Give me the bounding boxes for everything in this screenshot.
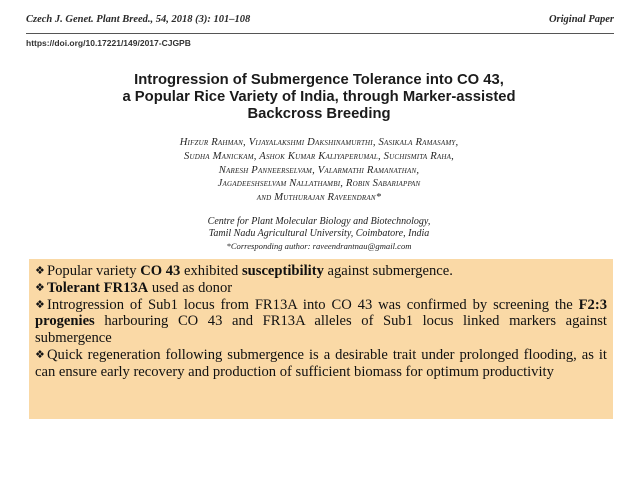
summary-box bbox=[29, 259, 613, 419]
title-line: Introgression of Submergence Tolerance into CO 43, bbox=[134, 72, 504, 88]
author-line: Sudha Manickam, Ashok Kumar Kaliyaperumal, Suchismita Raha, bbox=[184, 150, 454, 162]
author-line: and Muthurajan Raveendran* bbox=[256, 192, 382, 204]
paper-header bbox=[26, 10, 614, 28]
summary-bullet: ❖ Popular variety CO 43 exhibited susceptibility against submergence. bbox=[35, 263, 453, 279]
corresponding-author: *Corresponding author: raveendrantnau@gmail.com bbox=[226, 241, 412, 251]
header-divider bbox=[26, 33, 614, 34]
author-list bbox=[20, 136, 618, 205]
summary-bullet: ❖ Quick regeneration following submergence is a desirable trait under prolonged flooding, as it can ensure early recovery and production of sufficient biomass for optimum productivity bbox=[35, 346, 607, 380]
diamond-bullet-icon: ❖ bbox=[35, 347, 45, 361]
summary-bullet: ❖ Tolerant FR13A used as donor bbox=[35, 279, 233, 296]
author-line: Jagadeeshselvam Nallathambi, Robin Sabariappan bbox=[217, 178, 421, 190]
affiliation-line: Tamil Nadu Agricultural University, Coimbatore, India bbox=[208, 228, 430, 239]
diamond-bullet-icon: ❖ bbox=[35, 297, 45, 311]
summary-bullet: ❖ Introgression of Sub1 locus from FR13A into CO 43 was confirmed by screening the F2:3 progenies harbouring CO 43 and FR13A alleles of Sub1 locus linked markers against submergence bbox=[35, 296, 607, 347]
author-line: Hifzur Rahman, Vijayalakshmi Dakshinamurthi, Sasikala Ramasamy, bbox=[179, 137, 459, 148]
paper-type-label: Original Paper bbox=[548, 14, 614, 25]
affiliation-line: Centre for Plant Molecular Biology and Biotechnology, bbox=[207, 216, 431, 227]
diamond-bullet-icon: ❖ bbox=[35, 280, 45, 294]
author-line: Naresh Panneerselvam, Valarmathi Ramanathan, bbox=[218, 164, 420, 176]
diamond-bullet-icon: ❖ bbox=[35, 264, 45, 277]
affiliation bbox=[20, 216, 618, 252]
title-line: Backcross Breeding bbox=[247, 106, 391, 122]
title-line: a Popular Rice Variety of India, through Marker-assisted bbox=[122, 89, 516, 105]
paper-title bbox=[20, 72, 618, 123]
journal-citation: Czech J. Genet. Plant Breed., 54, 2018 (3): 101–108 bbox=[26, 14, 251, 25]
doi-link[interactable]: https://doi.org/10.17221/149/2017-CJGPB bbox=[26, 38, 191, 48]
